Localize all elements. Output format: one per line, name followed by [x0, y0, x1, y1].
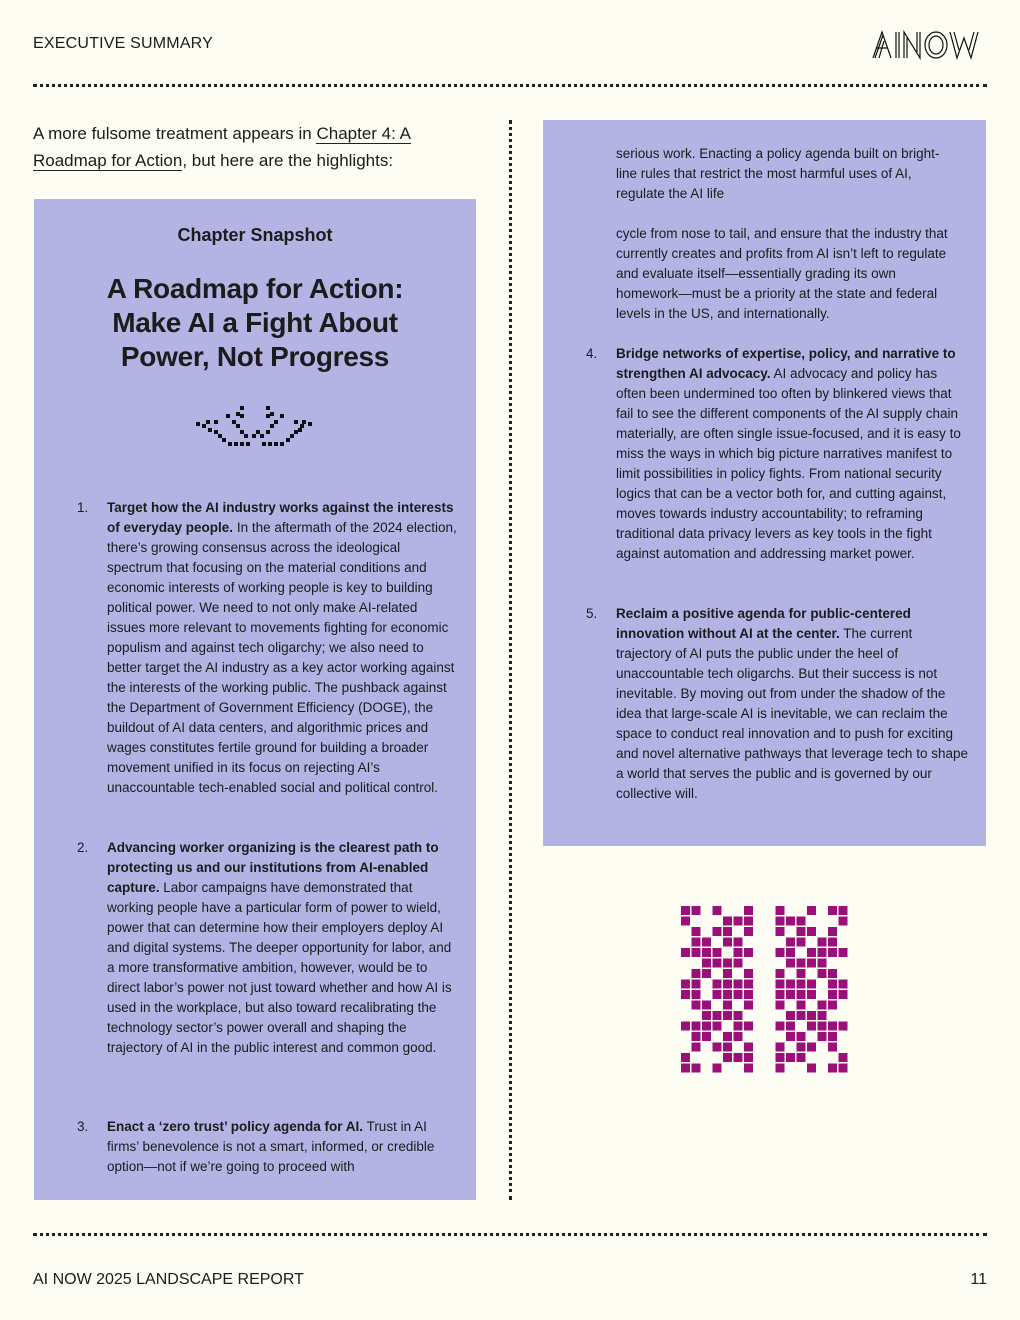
report-title: AI NOW 2025 LANDSCAPE REPORT [33, 1271, 304, 1288]
pixel-pattern-icon [681, 906, 849, 1074]
header-divider [33, 84, 987, 87]
page-number: 11 [970, 1271, 987, 1288]
continued-text: cycle from nose to tail, and ensure that the industry that currently creates and profits from AI isn’t left to regulate and evaluate itself—essentially grading its own homework—must be a priority at the state and federal levels in the US, and internationally. [616, 226, 948, 321]
column-divider [509, 120, 512, 1200]
ai-now-logo [872, 30, 987, 60]
section-label: EXECUTIVE SUMMARY [33, 35, 214, 52]
list-item: 5. Reclaim a positive agenda for public-centered innovation without AI at the center. The current trajectory of AI puts the public under the heel of unaccountable tech oligarchs. But their success is not inevitable. By moving out from under the shadow of the idea that large-scale AI is inevitable, we can reclaim the space to conduct real innovation and to push for exciting and novel alternative pathways that leverage tech to shape a world that serves the public and is governed by our collective will. [586, 606, 968, 801]
list-item: 4. Bridge networks of expertise, policy, and narrative to strengthen AI advocacy. AI advocacy and policy has often been undermined too often by blinkered views that fail to see the different components of the AI supply chain materially, are often single issue-focused, and it is easy to miss the ways in which big picture narratives manifest to limit possibilities in policy fights. From national security logics that can be a vector both for, and cutting against, moves towards industry accountability; to reframing traditional data privacy levers as key tools in the fight against automation and addressing market power. [586, 346, 961, 561]
footer-divider [33, 1233, 987, 1236]
pixel-crown-icon [196, 406, 316, 450]
list-item: 3. Enact a ‘zero trust’ policy agenda for AI. Trust in AI firms’ benevolence is not a smart, informed, or credible option—not if we’re going to proceed with [77, 1119, 435, 1174]
snapshot-title: A Roadmap for Action: Make AI a Fight About Power, Not Progress [106, 273, 404, 372]
intro-paragraph: A more fulsome treatment appears in Chapter 4: A Roadmap for Action, but here are the highlights: [33, 124, 411, 170]
continued-text: serious work. Enacting a policy agenda built on bright-line rules that restrict the most harmful uses of AI, regulate the AI life [616, 146, 940, 201]
list-item: 1. Target how the AI industry works against the interests of everyday people. In the aftermath of the 2024 election, there’s growing consensus across the ideological spectrum that focusing on the material conditions and economic interests of working people is key to building political power. We need to not only make AI-related issues more relevant to movements fighting for economic populism and against tech oligarchy; we also need to better target the AI industry as a key actor working against the interests of the working public. The pushback against the Department of Government Efficiency (DOGE), the buildout of AI data centers, and algorithmic prices and wages constitutes fertile ground for building a broader movement unified in its focus on rejecting AI’s unaccountable tech-enabled social and political control. [77, 500, 457, 795]
list-item: 2. Advancing worker organizing is the clearest path to protecting us and our institutions from AI-enabled capture. Labor campaigns have demonstrated that working people have a particular form of power to wield, power that can determine how their employers deploy AI and digital systems. The deeper opportunity for labor, and a more transformative ambition, however, would be to direct labor’s power not just toward whether and how AI is used in the workplace, but also toward recalibrating the technology sector’s power overall and shaping the trajectory of AI in the public interest and common good. [77, 840, 452, 1055]
chapter-4-link[interactable]: Chapter 4: A Roadmap for Action [33, 124, 411, 170]
snapshot-label: Chapter Snapshot [177, 225, 333, 245]
